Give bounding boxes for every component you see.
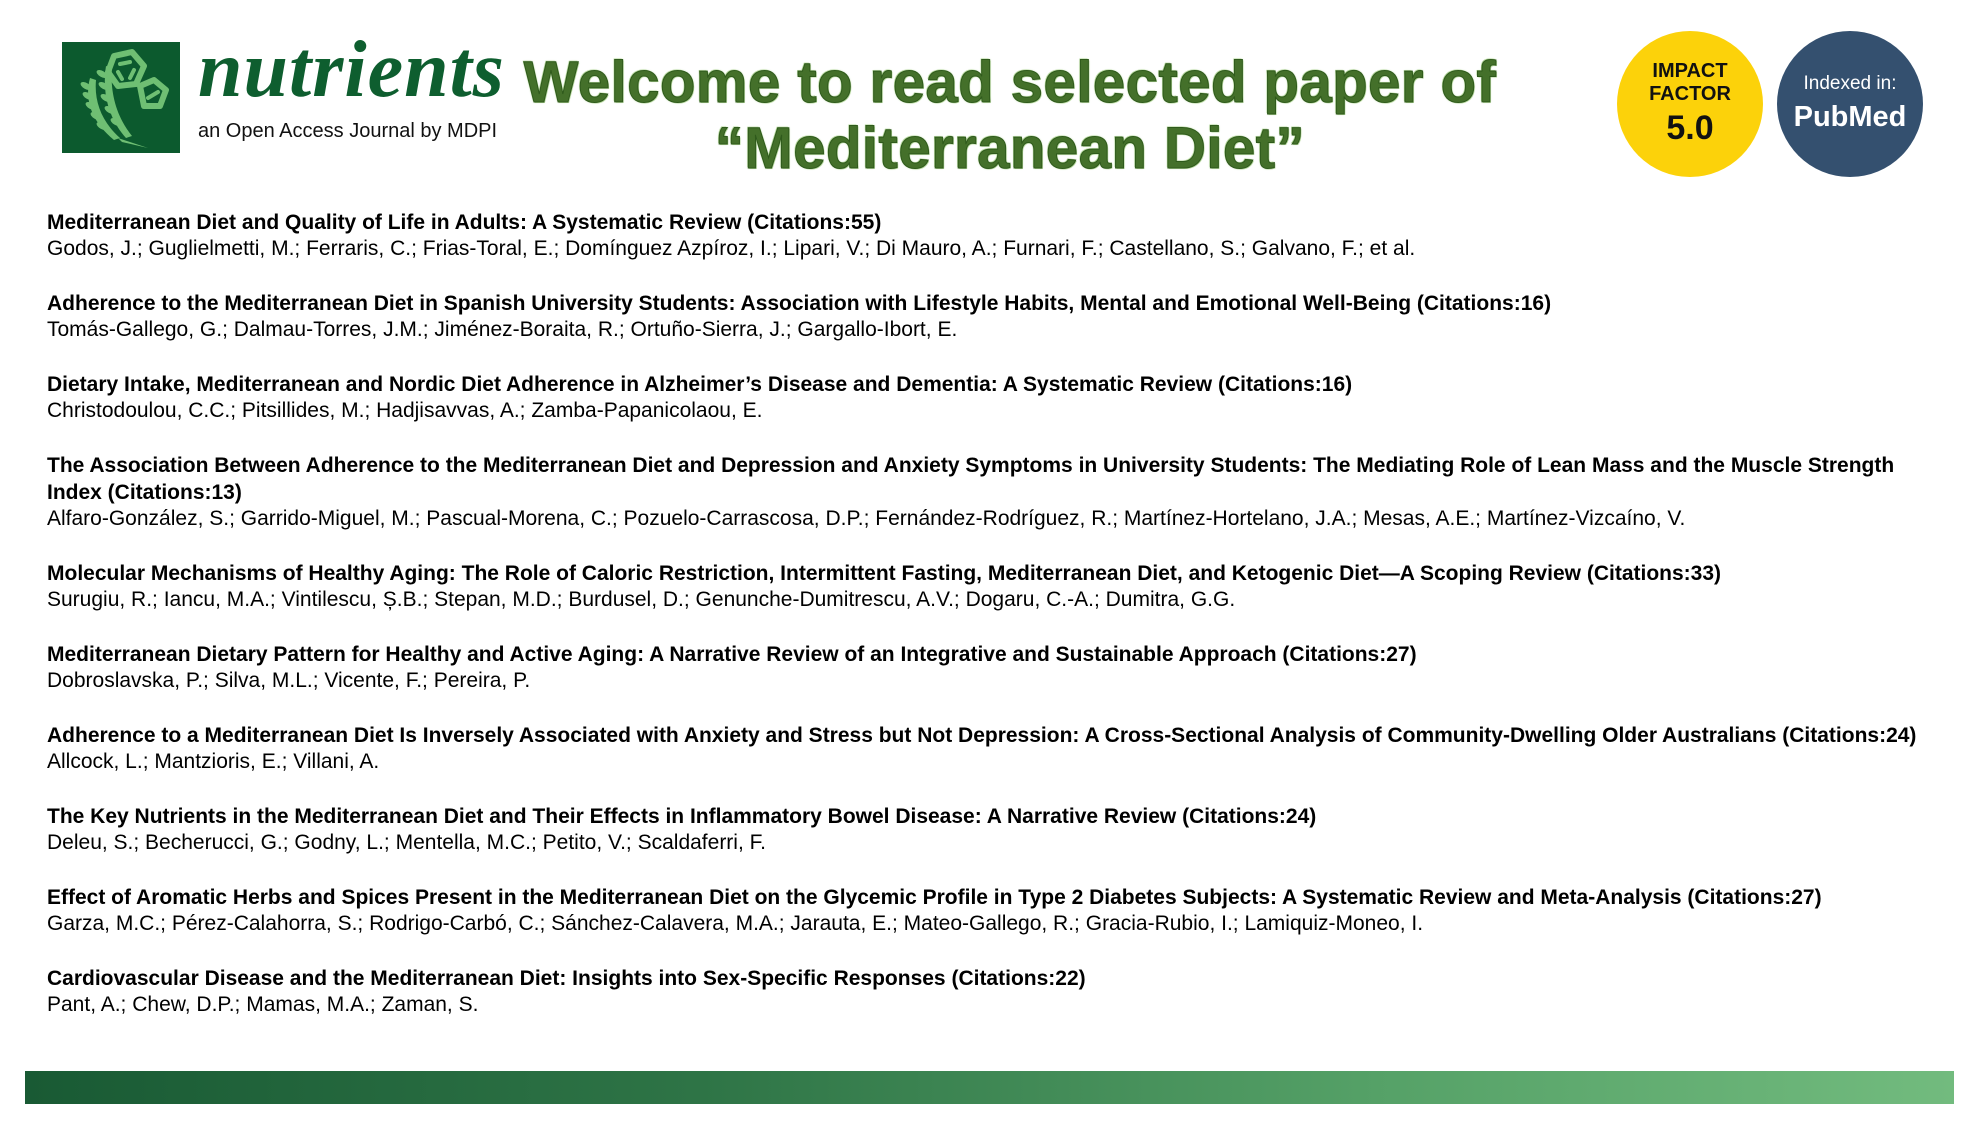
paper-authors: Garza, M.C.; Pérez-Calahorra, S.; Rodrigo-Carbó, C.; Sánchez-Calavera, M.A.; Jarauta, E.; Mateo-Gallego, R.; Gracia-Rubio, I.; Lamiquiz-Moneo, I.	[47, 912, 1424, 935]
paper-title[interactable]: Dietary Intake, Mediterranean and Nordic Diet Adherence in Alzheimer’s Disease and Dementia: A Systematic Review (Citations:16)	[47, 373, 1353, 396]
paper-item[interactable]	[47, 290, 1947, 343]
paper-authors: Tomás-Gallego, G.; Dalmau-Torres, J.M.; Jiménez-Boraita, R.; Ortuño-Sierra, J.; Gargallo-Ibort, E.	[47, 318, 958, 341]
journal-logo	[62, 42, 180, 153]
paper-title[interactable]: Molecular Mechanisms of Healthy Aging: The Role of Caloric Restriction, Intermittent Fasting, Mediterranean Diet, and Ketogenic Diet—A Scoping Review (Citations:33)	[47, 562, 1722, 585]
journal-tagline: an Open Access Journal by MDPI	[198, 120, 498, 142]
paper-authors: Dobroslavska, P.; Silva, M.L.; Vicente, F.; Pereira, P.	[47, 669, 531, 692]
paper-title[interactable]: The Association Between Adherence to the Mediterranean Diet and Depression and Anxiety Symptoms in University Students: The Mediating Role of Lean Mass and the Muscle Strength Index (Citations:13)	[47, 454, 1895, 504]
impact-label-line-2: FACTOR	[1649, 83, 1731, 105]
paper-item[interactable]	[47, 803, 1947, 856]
headline-line-1: Welcome to read selected paper of	[523, 50, 1497, 115]
paper-item[interactable]	[47, 965, 1947, 1018]
paper-item[interactable]	[47, 209, 1947, 262]
paper-title[interactable]: Adherence to a Mediterranean Diet Is Inversely Associated with Anxiety and Stress but Not Depression: A Cross-Sectional Analysis of Community-Dwelling Older Australians (Citations:24)	[47, 724, 1917, 747]
paper-authors: Surugiu, R.; Iancu, M.A.; Vintilescu, Ș.B.; Stepan, M.D.; Burdusel, D.; Genunche-Dumitrescu, A.V.; Dogaru, C.-A.; Dumitra, G.G.	[47, 588, 1236, 611]
paper-item[interactable]	[47, 371, 1947, 424]
wheat-molecule-icon	[62, 42, 180, 153]
paper-title[interactable]: Adherence to the Mediterranean Diet in Spanish University Students: Association with Lifestyle Habits, Mental and Emotional Well-Being (Citations:16)	[47, 292, 1552, 315]
headline-line-2: “Mediterranean Diet”	[714, 116, 1306, 181]
impact-factor-value: 5.0	[1666, 109, 1714, 147]
paper-authors: Pant, A.; Chew, D.P.; Mamas, M.A.; Zaman, S.	[47, 993, 479, 1016]
impact-factor-badge	[1617, 31, 1763, 177]
paper-list	[47, 209, 1947, 1046]
page-headline	[520, 50, 1500, 182]
indexed-value: PubMed	[1793, 101, 1907, 133]
paper-title[interactable]: Mediterranean Dietary Pattern for Healthy and Active Aging: A Narrative Review of an Integrative and Sustainable Approach (Citations:27)	[47, 643, 1417, 666]
paper-title[interactable]: Cardiovascular Disease and the Mediterranean Diet: Insights into Sex-Specific Responses (Citations:22)	[47, 967, 1086, 990]
paper-title[interactable]: The Key Nutrients in the Mediterranean Diet and Their Effects in Inflammatory Bowel Disease: A Narrative Review (Citations:24)	[47, 805, 1317, 828]
paper-item[interactable]	[47, 560, 1947, 613]
paper-title[interactable]: Mediterranean Diet and Quality of Life in Adults: A Systematic Review (Citations:55)	[47, 211, 882, 234]
paper-item[interactable]	[47, 452, 1947, 532]
paper-item[interactable]	[47, 722, 1947, 775]
paper-item[interactable]	[47, 641, 1947, 694]
indexed-badge	[1777, 31, 1923, 177]
paper-item[interactable]	[47, 884, 1947, 937]
paper-authors: Godos, J.; Guglielmetti, M.; Ferraris, C.; Frias-Toral, E.; Domínguez Azpíroz, I.; Lipari, V.; Di Mauro, A.; Furnari, F.; Castellano, S.; Galvano, F.; et al.	[47, 237, 1416, 260]
paper-authors: Allcock, L.; Mantzioris, E.; Villani, A.	[47, 750, 380, 773]
journal-name: nutrients	[198, 26, 505, 114]
footer-gradient-bar	[25, 1071, 1954, 1104]
paper-authors: Alfaro-González, S.; Garrido-Miguel, M.; Pascual-Morena, C.; Pozuelo-Carrascosa, D.P.; Fernández-Rodríguez, R.; Martínez-Hortelano, J.A.; Mesas, A.E.; Martínez-Vizcaíno, V.	[47, 507, 1686, 530]
impact-label-line-1: IMPACT	[1652, 60, 1728, 82]
paper-authors: Christodoulou, C.C.; Pitsillides, M.; Hadjisavvas, A.; Zamba-Papanicolaou, E.	[47, 399, 763, 422]
paper-title[interactable]: Effect of Aromatic Herbs and Spices Present in the Mediterranean Diet on the Glycemic Profile in Type 2 Diabetes Subjects: A Systematic Review and Meta-Analysis (Citations:27)	[47, 886, 1822, 909]
paper-authors: Deleu, S.; Becherucci, G.; Godny, L.; Mentella, M.C.; Petito, V.; Scaldaferri, F.	[47, 831, 766, 854]
indexed-label: Indexed in:	[1803, 73, 1897, 94]
